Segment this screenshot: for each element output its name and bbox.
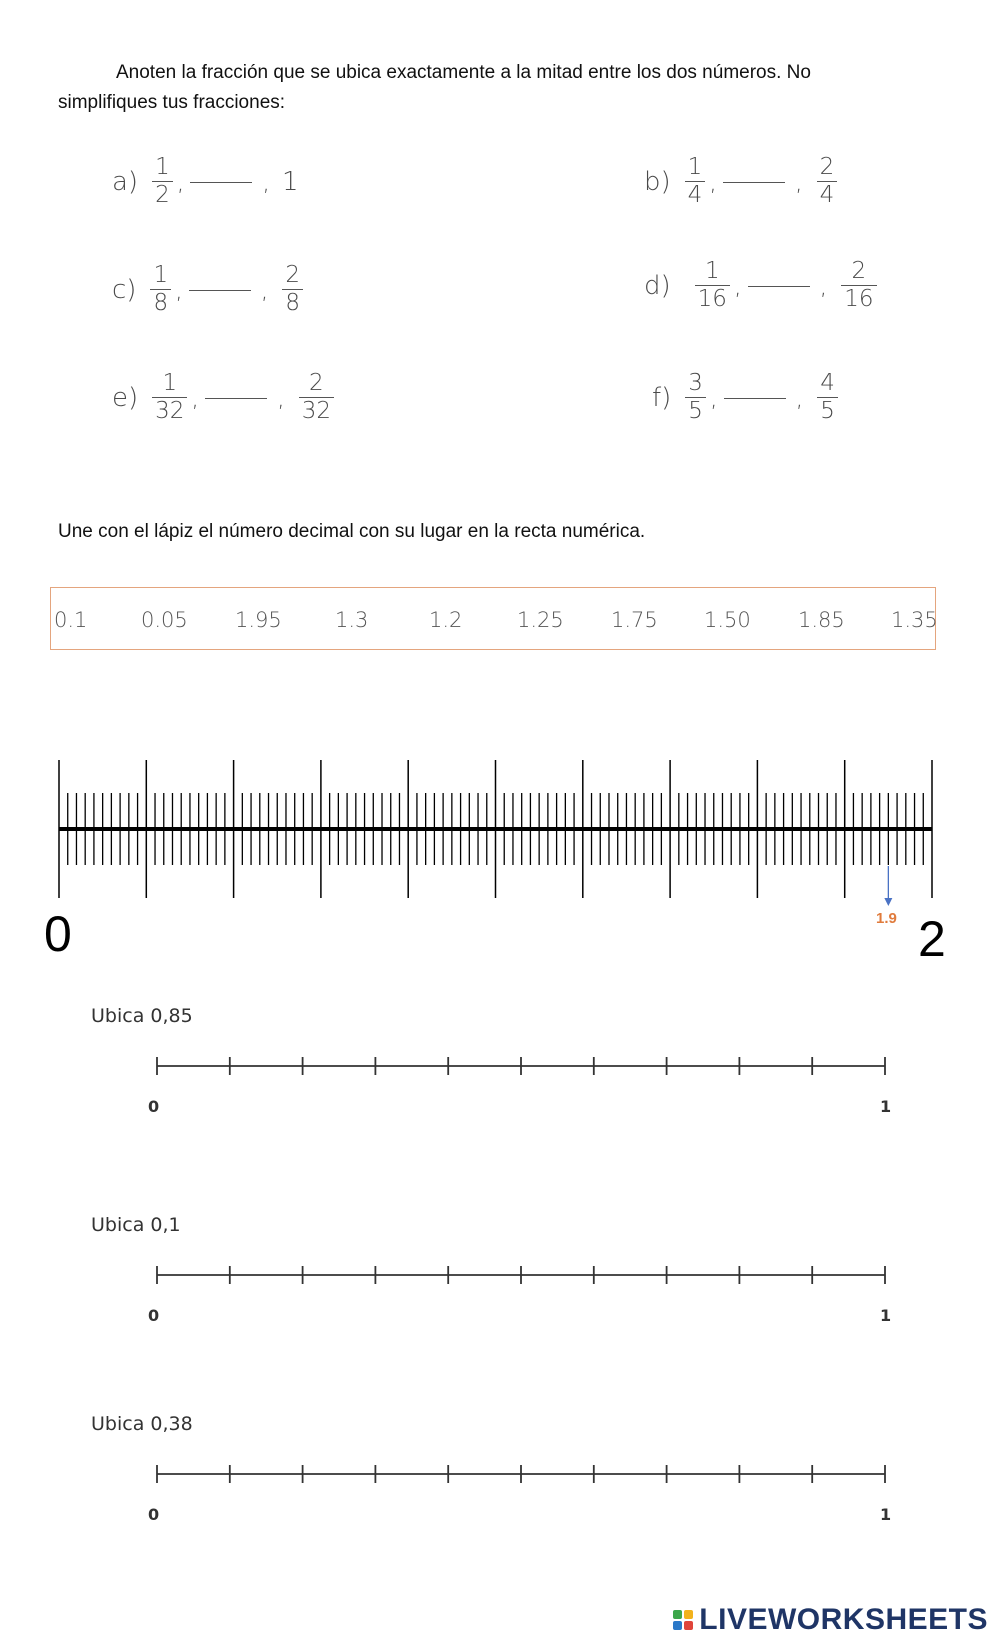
decimal-option[interactable]: 1.75 [611, 608, 658, 632]
right-whole: 1 [282, 166, 299, 197]
left-fraction: $\frac{1}{32}$ [152, 370, 187, 425]
problem-a: a) $\frac{1}{2}$ , , 1 [112, 154, 299, 208]
small-line-start-2: 0 [148, 1306, 160, 1325]
problem-b: b) $\frac{1}{4}$ , , $\frac{2}{4}$ [644, 154, 837, 209]
right-fraction: $\frac{2}{16}$ [841, 258, 876, 313]
ubica-title-1: Ubica 0,85 [91, 1005, 193, 1027]
problem-label: c) [112, 274, 137, 305]
problem-label: d) [644, 270, 671, 301]
logo-icon [673, 1610, 693, 1630]
decimal-option[interactable]: 1.2 [429, 608, 463, 632]
small-line-start-3: 0 [148, 1505, 160, 1524]
left-fraction: $\frac{3}{5}$ [685, 370, 706, 425]
decimal-option[interactable]: 0.05 [141, 608, 188, 632]
small-line-end-3: 1 [880, 1505, 892, 1524]
big-line-start-label: 0 [44, 906, 72, 962]
problem-label: a) [112, 166, 139, 197]
problem-e: e) $\frac{1}{32}$ , , $\frac{2}{32}$ [112, 370, 334, 425]
right-fraction: $\frac{4}{5}$ [817, 370, 838, 425]
decimal-option[interactable]: 1.35 [891, 608, 938, 632]
left-fraction: $\frac{1}{4}$ [685, 154, 706, 209]
ubica-title-3: Ubica 0,38 [91, 1413, 193, 1435]
right-fraction: $\frac{2}{32}$ [299, 370, 334, 425]
decimal-option[interactable]: 1.95 [235, 608, 282, 632]
right-fraction: $\frac{2}{8}$ [282, 262, 303, 317]
small-line-start-1: 0 [148, 1097, 160, 1116]
problem-label: b) [644, 166, 671, 197]
decimal-option[interactable]: 1.3 [335, 608, 369, 632]
problem-label: e) [112, 382, 139, 413]
liveworksheets-logo [673, 1603, 988, 1637]
problem-c: c) $\frac{1}{8}$ , , $\frac{2}{8}$ [112, 262, 303, 317]
left-fraction: $\frac{1}{8}$ [150, 262, 171, 317]
arrow-head [884, 898, 892, 906]
brand-name: LIVEWORKSHEETS [699, 1603, 988, 1636]
left-fraction: $\frac{1}{16}$ [695, 258, 730, 313]
problem-d: d) $\frac{1}{16}$ , , $\frac{2}{16}$ [644, 258, 877, 313]
decimal-option[interactable]: 1.50 [704, 608, 751, 632]
decimal-option[interactable]: 1.25 [517, 608, 564, 632]
left-fraction: $\frac{1}{2}$ [152, 154, 173, 209]
problem-label: f) [652, 382, 672, 413]
ubica-title-2: Ubica 0,1 [91, 1214, 181, 1236]
right-fraction: $\frac{2}{4}$ [817, 154, 838, 209]
problem-f: f) $\frac{3}{5}$ , , $\frac{4}{5}$ [652, 370, 838, 425]
decimal-option[interactable]: 0.1 [54, 608, 88, 632]
arrow-value-label: 1.9 [876, 910, 897, 927]
fraction-instructions: Anoten la fracción que se ubica exactamente a la mitad entre los dos números. No simplifiques tus fracciones: [58, 62, 811, 113]
small-line-end-1: 1 [880, 1097, 892, 1116]
small-line-end-2: 1 [880, 1306, 892, 1325]
decimal-instructions: Une con el lápiz el número decimal con su lugar en la recta numérica. [58, 521, 646, 542]
decimal-option[interactable]: 1.85 [798, 608, 845, 632]
big-line-end-label: 2 [918, 911, 946, 967]
